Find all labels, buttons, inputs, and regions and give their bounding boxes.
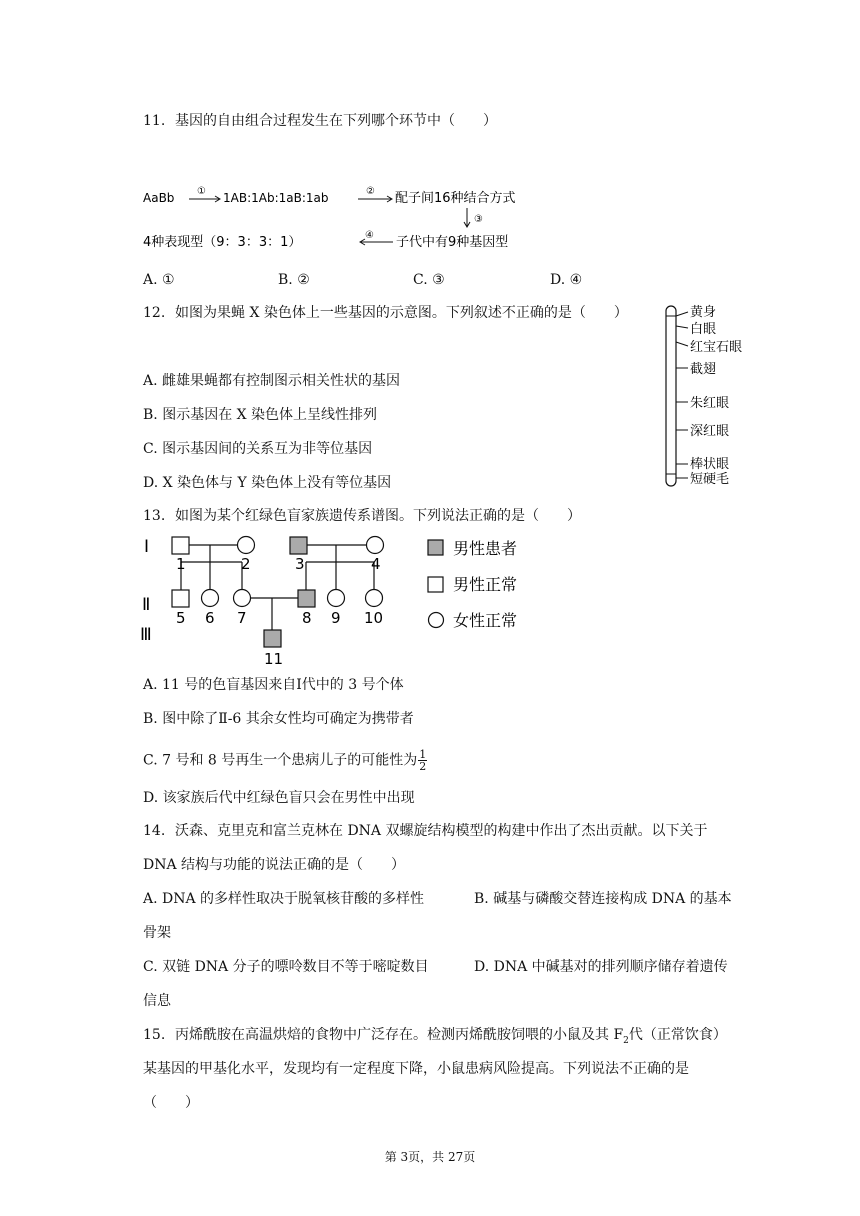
question-text: 丙烯酰胺在高温烘焙的食物中广泛存在。检测丙烯酰胺饲喂的小鼠及其 F — [175, 1027, 624, 1043]
question-text: 如图为果蝇 X 染色体上一些基因的示意图。下列叙述不正确的是（ ） — [175, 305, 628, 321]
question-text: 如图为某个红绿色盲家族遗传系谱图。下列说法正确的是（ ） — [175, 508, 581, 524]
q11-option-a: A. ① — [143, 272, 175, 288]
individual-4-female-normal — [367, 537, 384, 554]
individual-10-female-normal — [366, 590, 383, 607]
question-14-stem-line2: DNA 结构与功能的说法正确的是（ ） — [143, 857, 406, 873]
q12-option-c: C. 图示基因间的关系互为非等位基因 — [143, 441, 373, 457]
legend-label: 男性正常 — [453, 575, 518, 594]
q11-option-c: C. ③ — [413, 272, 445, 288]
pedigree-chart — [140, 532, 540, 672]
legend-male-normal-symbol — [428, 577, 443, 592]
individual-11-male-affected — [264, 630, 281, 647]
x-chromosome-diagram — [660, 302, 770, 492]
gene-label: 朱红眼 — [690, 396, 730, 411]
individual-9-female-normal — [328, 590, 345, 607]
individual-8-male-affected — [298, 590, 315, 607]
legend-label: 女性正常 — [453, 611, 518, 630]
q13-option-b: B. 图中除了Ⅱ-6 其余女性均可确定为携带者 — [143, 711, 414, 727]
question-11-stem — [143, 111, 497, 131]
gene-label: 黄身 — [690, 305, 717, 320]
individual-2-female-normal — [238, 537, 255, 554]
diagram-phenotypes: 4种表现型（9：3：3：1） — [143, 235, 302, 250]
individual-5-male-normal — [172, 590, 189, 607]
question-text: 基因的自由组合过程发生在下列哪个环节中（ ） — [175, 113, 497, 129]
gene-label: 棒状眼 — [690, 457, 730, 472]
subscript: 2 — [623, 1035, 629, 1046]
diagram-start: AaBb — [143, 191, 175, 205]
diagram-step2: ② — [366, 186, 375, 197]
gene-tick-2 — [676, 326, 688, 328]
question-number: 13. — [143, 508, 166, 524]
diagram-step1: ① — [197, 186, 206, 197]
q12-option-a: A. 雌雄果蝇都有控制图示相关性状的基因 — [143, 373, 401, 389]
generation-label: Ⅲ — [140, 625, 152, 645]
question-text: 代（正常饮食） — [628, 1027, 727, 1043]
question-14-stem-line1 — [143, 821, 707, 841]
individual-number: 9 — [331, 609, 341, 627]
diagram-genotypes: 子代中有9种基因型 — [396, 235, 509, 250]
q14-option-a: A. DNA 的多样性取决于脱氧核苷酸的多样性 — [143, 891, 425, 907]
fraction — [418, 749, 427, 772]
gene-label: 短硬毛 — [690, 472, 730, 487]
question-text: 沃森、克里克和富兰克林在 DNA 双螺旋结构模型的构建中作出了杰出贡献。以下关于 — [175, 823, 708, 839]
individual-number: 3 — [295, 555, 305, 573]
question-number: 14. — [143, 823, 166, 839]
legend-male-affected-symbol — [428, 540, 443, 555]
gene-label: 白眼 — [690, 322, 717, 337]
question-15-stem-line2: 某基因的甲基化水平，发现均有一定程度下降，小鼠患病风险提高。下列说法不正确的是 — [143, 1061, 689, 1077]
question-15-stem-line3: （ ） — [143, 1095, 199, 1111]
question-number: 12. — [143, 305, 166, 321]
generation-label: Ⅰ — [144, 537, 150, 557]
individual-number: 6 — [205, 609, 215, 627]
diagram-gametes: 1AB:1Ab:1aB:1ab — [223, 191, 329, 205]
question-15-stem-line1 — [143, 1025, 727, 1051]
diagram-combination: 配子间16种结合方式 — [395, 191, 516, 206]
individual-3-male-affected — [290, 537, 307, 554]
individual-6-female-normal — [202, 590, 219, 607]
q13-option-a: A. 11 号的色盲基因来自Ⅰ代中的 3 号个体 — [143, 677, 404, 693]
gene-label: 截翅 — [690, 362, 717, 377]
question-number: 11. — [143, 113, 166, 129]
individual-number: 11 — [264, 650, 284, 668]
q11-option-b: B. ② — [278, 272, 310, 288]
generation-label: Ⅱ — [142, 595, 151, 615]
q14-option-b: B. 碱基与磷酸交替连接构成 DNA 的基本 — [474, 891, 732, 907]
individual-1-male-normal — [172, 537, 189, 554]
chromosome-bar — [666, 306, 676, 486]
q14-option-d-cont: 信息 — [143, 993, 171, 1009]
page-footer: 第 3页，共 27页 — [384, 1150, 476, 1164]
individual-number: 5 — [176, 609, 186, 627]
q11-option-d: D. ④ — [550, 272, 583, 288]
individual-number: 10 — [364, 609, 384, 627]
option-text: C. 7 号和 8 号再生一个患病儿子的可能性为 — [143, 752, 418, 769]
q11-process-diagram — [143, 186, 573, 256]
gene-label: 深红眼 — [690, 424, 730, 439]
fraction-numerator: 1 — [419, 748, 427, 761]
diagram-step3: ③ — [474, 214, 483, 225]
individual-number: 8 — [302, 609, 312, 627]
q13-option-d: D. 该家族后代中红绿色盲只会在男性中出现 — [143, 790, 415, 806]
legend-label: 男性患者 — [453, 539, 518, 558]
q14-option-c: C. 双链 DNA 分子的嘌呤数目不等于嘧啶数目 — [143, 959, 429, 975]
fraction-denominator: 2 — [419, 760, 427, 773]
individual-7-female-normal — [234, 590, 251, 607]
legend-female-normal-symbol — [429, 613, 444, 628]
q14-option-b-cont: 骨架 — [143, 925, 171, 941]
question-number: 15. — [143, 1027, 166, 1043]
q14-option-d: D. DNA 中碱基对的排列顺序储存着遗传 — [474, 959, 728, 975]
individual-number: 7 — [237, 609, 247, 627]
gene-label: 红宝石眼 — [690, 340, 743, 355]
individual-number: 2 — [241, 555, 251, 573]
q13-option-c — [143, 749, 427, 772]
gene-tick-3 — [676, 342, 688, 346]
q12-option-d: D. X 染色体与 Y 染色体上没有等位基因 — [143, 475, 392, 491]
individual-number: 4 — [371, 555, 381, 573]
q12-option-b: B. 图示基因在 X 染色体上呈线性排列 — [143, 407, 378, 423]
gene-tick-1 — [676, 312, 688, 316]
question-12-stem — [143, 303, 628, 323]
diagram-step4: ④ — [365, 230, 374, 241]
individual-number: 1 — [176, 555, 186, 573]
question-13-stem — [143, 506, 581, 526]
